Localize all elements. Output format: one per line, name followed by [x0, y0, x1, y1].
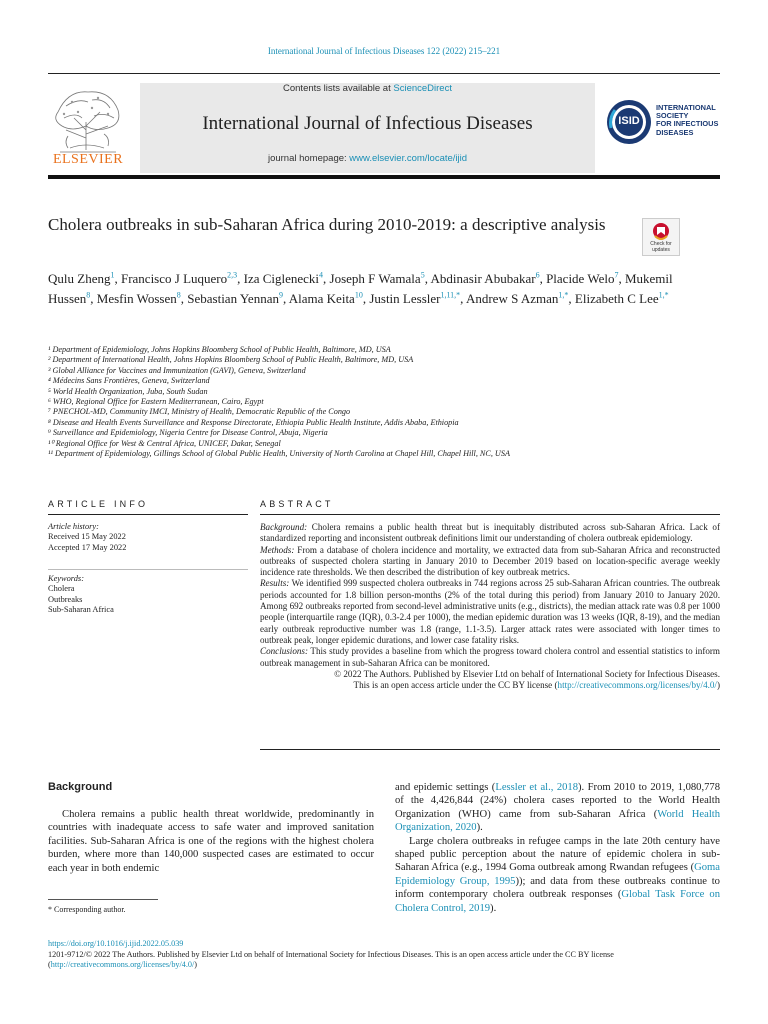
author-affiliation-sup[interactable]: 10	[354, 290, 363, 300]
author-affiliation-sup[interactable]: 6	[535, 271, 540, 280]
isid-logo	[605, 98, 725, 146]
author-name: Sebastian Yennan	[187, 291, 279, 307]
isid-name: INTERNATIONAL SOCIETY FOR INFECTIOUS DISEASES	[656, 103, 719, 137]
abstract-rule-top	[260, 514, 720, 515]
citation-link[interactable]: Global Task Force on Cholera Control, 2019	[395, 889, 721, 914]
abstract-body: Background: Cholera remains a public health threat but is inequitably distributed across sub-Saharan Africa. Lack of standardized reporting and inconsistent outbreak definitions limit our understanding of cholera outbreak epidemiology. Methods: From a database of cholera incidence and mortality, we extracted data from sub-Saharan Africa and reconstructed outbreaks of suspected cholera starting in January 2010 to December 2019 based on location-specific average weekly incidence rate thresholds. We then described the distribution of key outbreak metrics. Results: We identified 999 suspected cholera outbreaks in 744 regions across 25 sub-Saharan African countries. The outbreak periods accounted for 1.8 billion person-months (2% of the total during this period) from January 2010 to January 2020. Among 692 outbreaks reported from second-level administrative units (e.g., districts), the median attack rate was 0.8 per 1000 people (interquartile range (IQR), 0.3-2.4 per 1000), the median epidemic duration was 13 weeks (IQR, 8-19), and the median early outbreak reproductive number was 1.8 (range, 1.1-3.5). Larger attack rates were associated with longer times to outbreak peak, longer epidemic durations, and lower case fatality risks. Conclusions: This study provides a baseline from which the progress toward cholera control and essential statistics to inform outbreak management in sub-Saharan Africa can be monitored. © 2022 The Authors. Published by Elsevier Ltd on behalf of International Society for Infectious Diseases. This is an open access article under the CC BY license (http://creativecommons.org/licenses/by/4.0/)	[260, 522, 720, 691]
affiliation: ⁸ Disease and Health Events Surveillance and Response Directorate, Ethiopia Public Health Institute, Addis Ababa, Ethiopia	[48, 417, 459, 427]
affiliation: ⁹ Surveillance and Epidemiology, Nigeria Centre for Disease Control, Abuja, Nigeria	[48, 428, 328, 438]
author-affiliation-sup[interactable]: 1,*	[558, 290, 569, 300]
author-name: Placide Welo	[546, 271, 615, 287]
elsevier-wordmark: ELSEVIER	[52, 152, 124, 167]
keyword: Sub-Saharan Africa	[48, 604, 114, 614]
footnote-rule	[48, 899, 158, 900]
contents-available: Contents lists available at ScienceDirect	[283, 83, 452, 94]
citation-link[interactable]: World Health Organization, 2020	[395, 808, 721, 834]
affiliation: ⁷ PNECHOL-MD, Community IMCI, Ministry of Health, Democratic Republic of the Congo	[48, 407, 351, 417]
keywords: Keywords: Cholera Outbreaks Sub-Saharan Africa	[48, 574, 248, 615]
author-name: Alama Keita	[288, 291, 355, 307]
license-link[interactable]: http://creativecommons.org/licenses/by/4.0/	[557, 680, 717, 691]
homepage-link[interactable]: www.elsevier.com/locate/ijid	[349, 153, 468, 164]
author-separator: ,	[539, 271, 547, 287]
corresponding-author-note: * Corresponding author.	[48, 905, 126, 914]
author-name: Mukemil Hussen	[48, 271, 673, 307]
affiliation: ⁴ Médecins Sans Frontières, Geneva, Switzerland	[48, 376, 210, 386]
page-footer: https://doi.org/10.1016/j.ijid.2022.05.039 1201-9712/© 2022 The Authors. Published by Elsevier Ltd on behalf of International Society for Infectious Diseases. This is an open access article under the CC BY license (http://creativecommons.org/licenses/by/4.0/)	[48, 939, 720, 971]
info-divider	[48, 569, 248, 570]
article-info-heading: ARTICLE INFO	[48, 499, 149, 509]
author-affiliation-sup[interactable]: 1	[110, 271, 115, 280]
author-separator: ,	[424, 271, 431, 287]
keyword: Outbreaks	[48, 594, 83, 604]
author-affiliation-sup[interactable]: 2,3	[227, 271, 238, 280]
affiliation: ⁶ WHO, Regional Office for Eastern Mediterranean, Cairo, Egypt	[48, 397, 264, 407]
author-affiliation-sup[interactable]: 1,11,*	[440, 290, 461, 300]
abstract-copyright: © 2022 The Authors. Published by Elsevier Ltd on behalf of International Society for Infectious Diseases.	[334, 668, 720, 679]
affiliation: ³ Global Alliance for Vaccines and Immunization (GAVI), Geneva, Switzerland	[48, 365, 306, 375]
author-separator: ,	[362, 291, 370, 307]
journal-title: International Journal of Infectious Diseases	[202, 113, 533, 134]
journal-homepage: journal homepage: www.elsevier.com/locate/ijid	[267, 153, 468, 164]
author-separator: ,	[90, 291, 97, 307]
masthead-bottom-rule	[48, 175, 720, 179]
author-separator: ,	[323, 271, 330, 287]
author-separator: ,	[237, 271, 244, 287]
journal-citation[interactable]: International Journal of Infectious Diseases 122 (2022) 215–221	[267, 46, 501, 56]
author-separator: ,	[180, 291, 188, 307]
author-name: Francisco J Luquero	[120, 271, 228, 287]
author-list	[48, 268, 708, 308]
abstract-heading: ABSTRACT	[260, 499, 334, 509]
isid-abbr: ISID	[618, 115, 640, 127]
author-affiliation-sup[interactable]: 4	[319, 271, 324, 280]
author-affiliation-sup[interactable]: 7	[614, 271, 619, 280]
author-separator: ,	[114, 271, 121, 287]
keyword: Cholera	[48, 584, 75, 594]
author-affiliation-sup[interactable]: 9	[278, 290, 283, 300]
doi-link[interactable]: https://doi.org/10.1016/j.ijid.2022.05.039	[48, 939, 184, 948]
author-name: Elizabeth C Lee	[574, 291, 659, 307]
affiliations	[48, 345, 728, 459]
author-separator: ,	[282, 291, 289, 307]
author-separator: ,	[460, 291, 466, 307]
author-name: Andrew S Azman	[465, 291, 559, 307]
abstract-rule-bottom	[260, 749, 720, 750]
citation-link[interactable]: Lessler et al., 2018	[495, 782, 579, 793]
affiliation: ¹¹ Department of Epidemiology, Gillings School of Global Public Health, University of North Carolina at Chapel Hill, Chapel Hill, NC, USA	[48, 449, 510, 459]
author-affiliation-sup[interactable]: 8	[176, 290, 181, 300]
author-name: Qulu Zheng	[48, 271, 111, 287]
author-name: Iza Ciglenecki	[243, 271, 320, 287]
author-affiliation-sup[interactable]: 1,*	[658, 290, 669, 300]
author-name: Mesfin Wossen	[96, 291, 177, 307]
background-heading: Background	[48, 781, 113, 793]
check-updates-label: Check for updates	[650, 241, 672, 253]
author-affiliation-sup[interactable]: 5	[420, 271, 425, 280]
author-affiliation-sup[interactable]: 8	[86, 290, 91, 300]
sciencedirect-link[interactable]: ScienceDirect	[393, 83, 452, 94]
check-for-updates-badge[interactable]	[642, 218, 680, 256]
author-separator: ,	[568, 291, 575, 307]
top-rule	[48, 73, 720, 74]
affiliation: ¹ Department of Epidemiology, Johns Hopkins Bloomberg School of Public Health, Baltimore, MD, USA	[48, 345, 391, 354]
footer-license: 1201-9712/© 2022 The Authors. Published by Elsevier Ltd on behalf of International Society for Infectious Diseases. This is an open access article under the CC BY license	[48, 949, 614, 959]
affiliation: ² Department of International Health, Johns Hopkins Bloomberg School of Public Health, Baltimore, MD, USA	[48, 355, 414, 365]
body-left-column: Cholera remains a public health threat worldwide, predominantly in countries with inadequate access to safe water and improved sanitation facilities. Sub-Saharan Africa is one of the regions with the highest cholera burden, where more than 140,000 suspected cases are estimated to occur each year in both endemic	[48, 809, 374, 874]
author-name: Joseph F Wamala	[329, 271, 421, 287]
paper-title: Cholera outbreaks in sub-Saharan Africa during 2010-2019: a descriptive analysis	[48, 215, 606, 234]
article-info-rule	[48, 514, 248, 515]
affiliation: ⁵ World Health Organization, Juba, South Sudan	[48, 386, 208, 396]
citation-link[interactable]: Goma Epidemiology Group, 1995	[395, 862, 720, 887]
body-right-column: and epidemic settings (Lessler et al., 2018). From 2010 to 2019, 1,080,778 of the 4,426,844 (24%) cholera cases reported to the World Health Organization (WHO) came from sub-Saharan Africa (World Health Organization, 2020). Large cholera outbreaks in refugee camps in the late 20th century have shaped public perception about the nature of epidemic cholera in sub-Saharan Africa (e.g., 1994 Goma outbreak among Rwandan refugees (Goma Epidemiology Group, 1995)); and data from these outbreaks continue to inform contemporary cholera outbreak responses (Global Task Force on Cholera Control, 2019).	[395, 782, 721, 914]
article-history: Article history: Received 15 May 2022 Accepted 17 May 2022	[48, 522, 127, 552]
abstract-license: This is an open access article under the CC BY license (http://creativecommons.org/licenses/by/4.0/)	[353, 680, 720, 691]
author-separator: ,	[618, 271, 625, 287]
affiliation: ¹⁰ Regional Office for West & Central Africa, UNICEF, Dakar, Senegal	[48, 438, 281, 448]
elsevier-logo	[48, 82, 128, 170]
author-name: Justin Lessler	[369, 291, 441, 307]
author-name: Abdinasir Abubakar	[430, 271, 536, 287]
footer-license-link[interactable]: http://creativecommons.org/licenses/by/4.0/	[50, 960, 195, 969]
